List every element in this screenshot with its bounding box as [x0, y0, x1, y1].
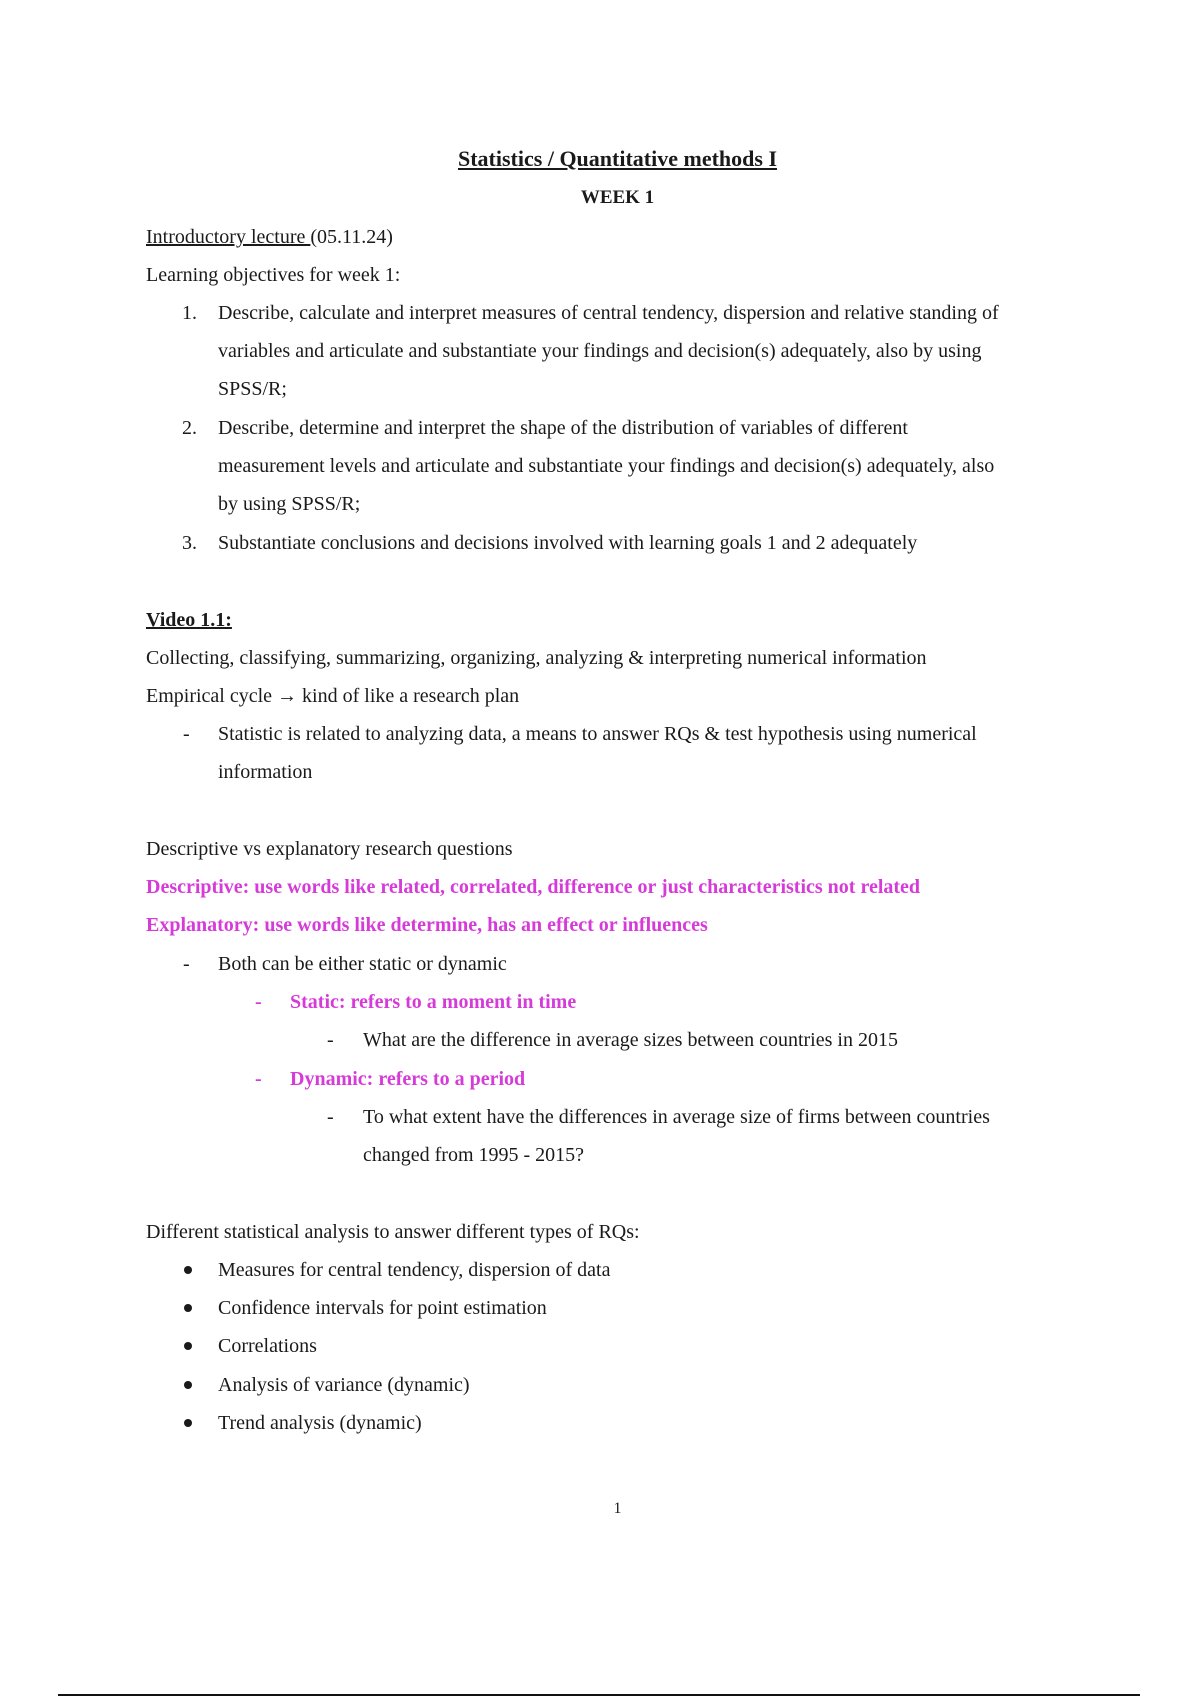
rq-dynamic-example: To what extent have the differences in average size of firms between countries	[363, 1106, 990, 1128]
bullet-icon	[184, 1304, 192, 1312]
rq-both: Both can be either static or dynamic	[218, 953, 507, 975]
video-heading: Video 1.1:	[146, 609, 232, 631]
video-dash-item: Statistic is related to analyzing data, a means to answer RQs & test hypothesis using numerical	[218, 723, 977, 745]
bullet-icon	[184, 1419, 192, 1427]
list-item: Trend analysis (dynamic)	[218, 1412, 422, 1434]
objective-text: variables and articulate and substantiate your findings and decision(s) adequately, also by using	[218, 340, 982, 362]
video-line: Collecting, classifying, summarizing, organizing, analyzing & interpreting numerical information	[146, 647, 927, 669]
dash-marker: -	[327, 1106, 334, 1128]
list-item: Confidence intervals for point estimation	[218, 1297, 547, 1319]
bullet-icon	[184, 1266, 192, 1274]
dash-marker: -	[327, 1029, 334, 1051]
objective-number: 2.	[182, 417, 197, 439]
objective-text: Describe, calculate and interpret measures of central tendency, dispersion and relative standing of	[218, 302, 999, 324]
lecture-label: Introductory lecture	[146, 226, 311, 248]
dash-marker: -	[255, 1068, 262, 1090]
lecture-date: (05.11.24)	[310, 226, 393, 248]
dash-marker: -	[255, 991, 262, 1013]
list-item: Measures for central tendency, dispersion of data	[218, 1259, 611, 1281]
objective-text: measurement levels and articulate and substantiate your findings and decision(s) adequately, also	[218, 455, 995, 477]
dash-marker: -	[183, 953, 190, 975]
objective-text: Describe, determine and interpret the shape of the distribution of variables of different	[218, 417, 908, 439]
objectives-heading: Learning objectives for week 1:	[146, 264, 401, 286]
dash-marker: -	[183, 723, 190, 745]
page-bottom-divider	[58, 1694, 1140, 1696]
week-label: WEEK 1	[580, 187, 655, 208]
rq-static-example: What are the difference in average sizes between countries in 2015	[363, 1029, 898, 1051]
bullet-icon	[184, 1381, 192, 1389]
rq-dynamic-example: changed from 1995 - 2015?	[363, 1144, 585, 1166]
rq-static: Static: refers to a moment in time	[290, 991, 577, 1013]
objective-text: SPSS/R;	[218, 378, 287, 400]
page-number: 1	[613, 1500, 622, 1517]
objective-number: 3.	[182, 532, 197, 554]
list-item: Correlations	[218, 1335, 317, 1357]
objective-number: 1.	[182, 302, 197, 324]
rq-explanatory: Explanatory: use words like determine, has an effect or influences	[146, 914, 708, 936]
rq-heading: Descriptive vs explanatory research questions	[146, 838, 513, 860]
bullet-icon	[184, 1342, 192, 1350]
intro-lecture-line	[146, 224, 393, 250]
rq-dynamic: Dynamic: refers to a period	[290, 1068, 526, 1090]
objective-text: by using SPSS/R;	[218, 493, 361, 515]
analysis-heading: Different statistical analysis to answer different types of RQs:	[146, 1221, 640, 1243]
list-item: Analysis of variance (dynamic)	[218, 1374, 470, 1396]
rq-descriptive: Descriptive: use words like related, correlated, difference or just characteristics not related	[146, 876, 921, 898]
page-title: Statistics / Quantitative methods I	[458, 146, 777, 171]
video-line: Empirical cycle → kind of like a research plan	[146, 685, 520, 707]
objective-text: Substantiate conclusions and decisions involved with learning goals 1 and 2 adequately	[218, 532, 918, 554]
video-dash-item: information	[218, 761, 313, 783]
